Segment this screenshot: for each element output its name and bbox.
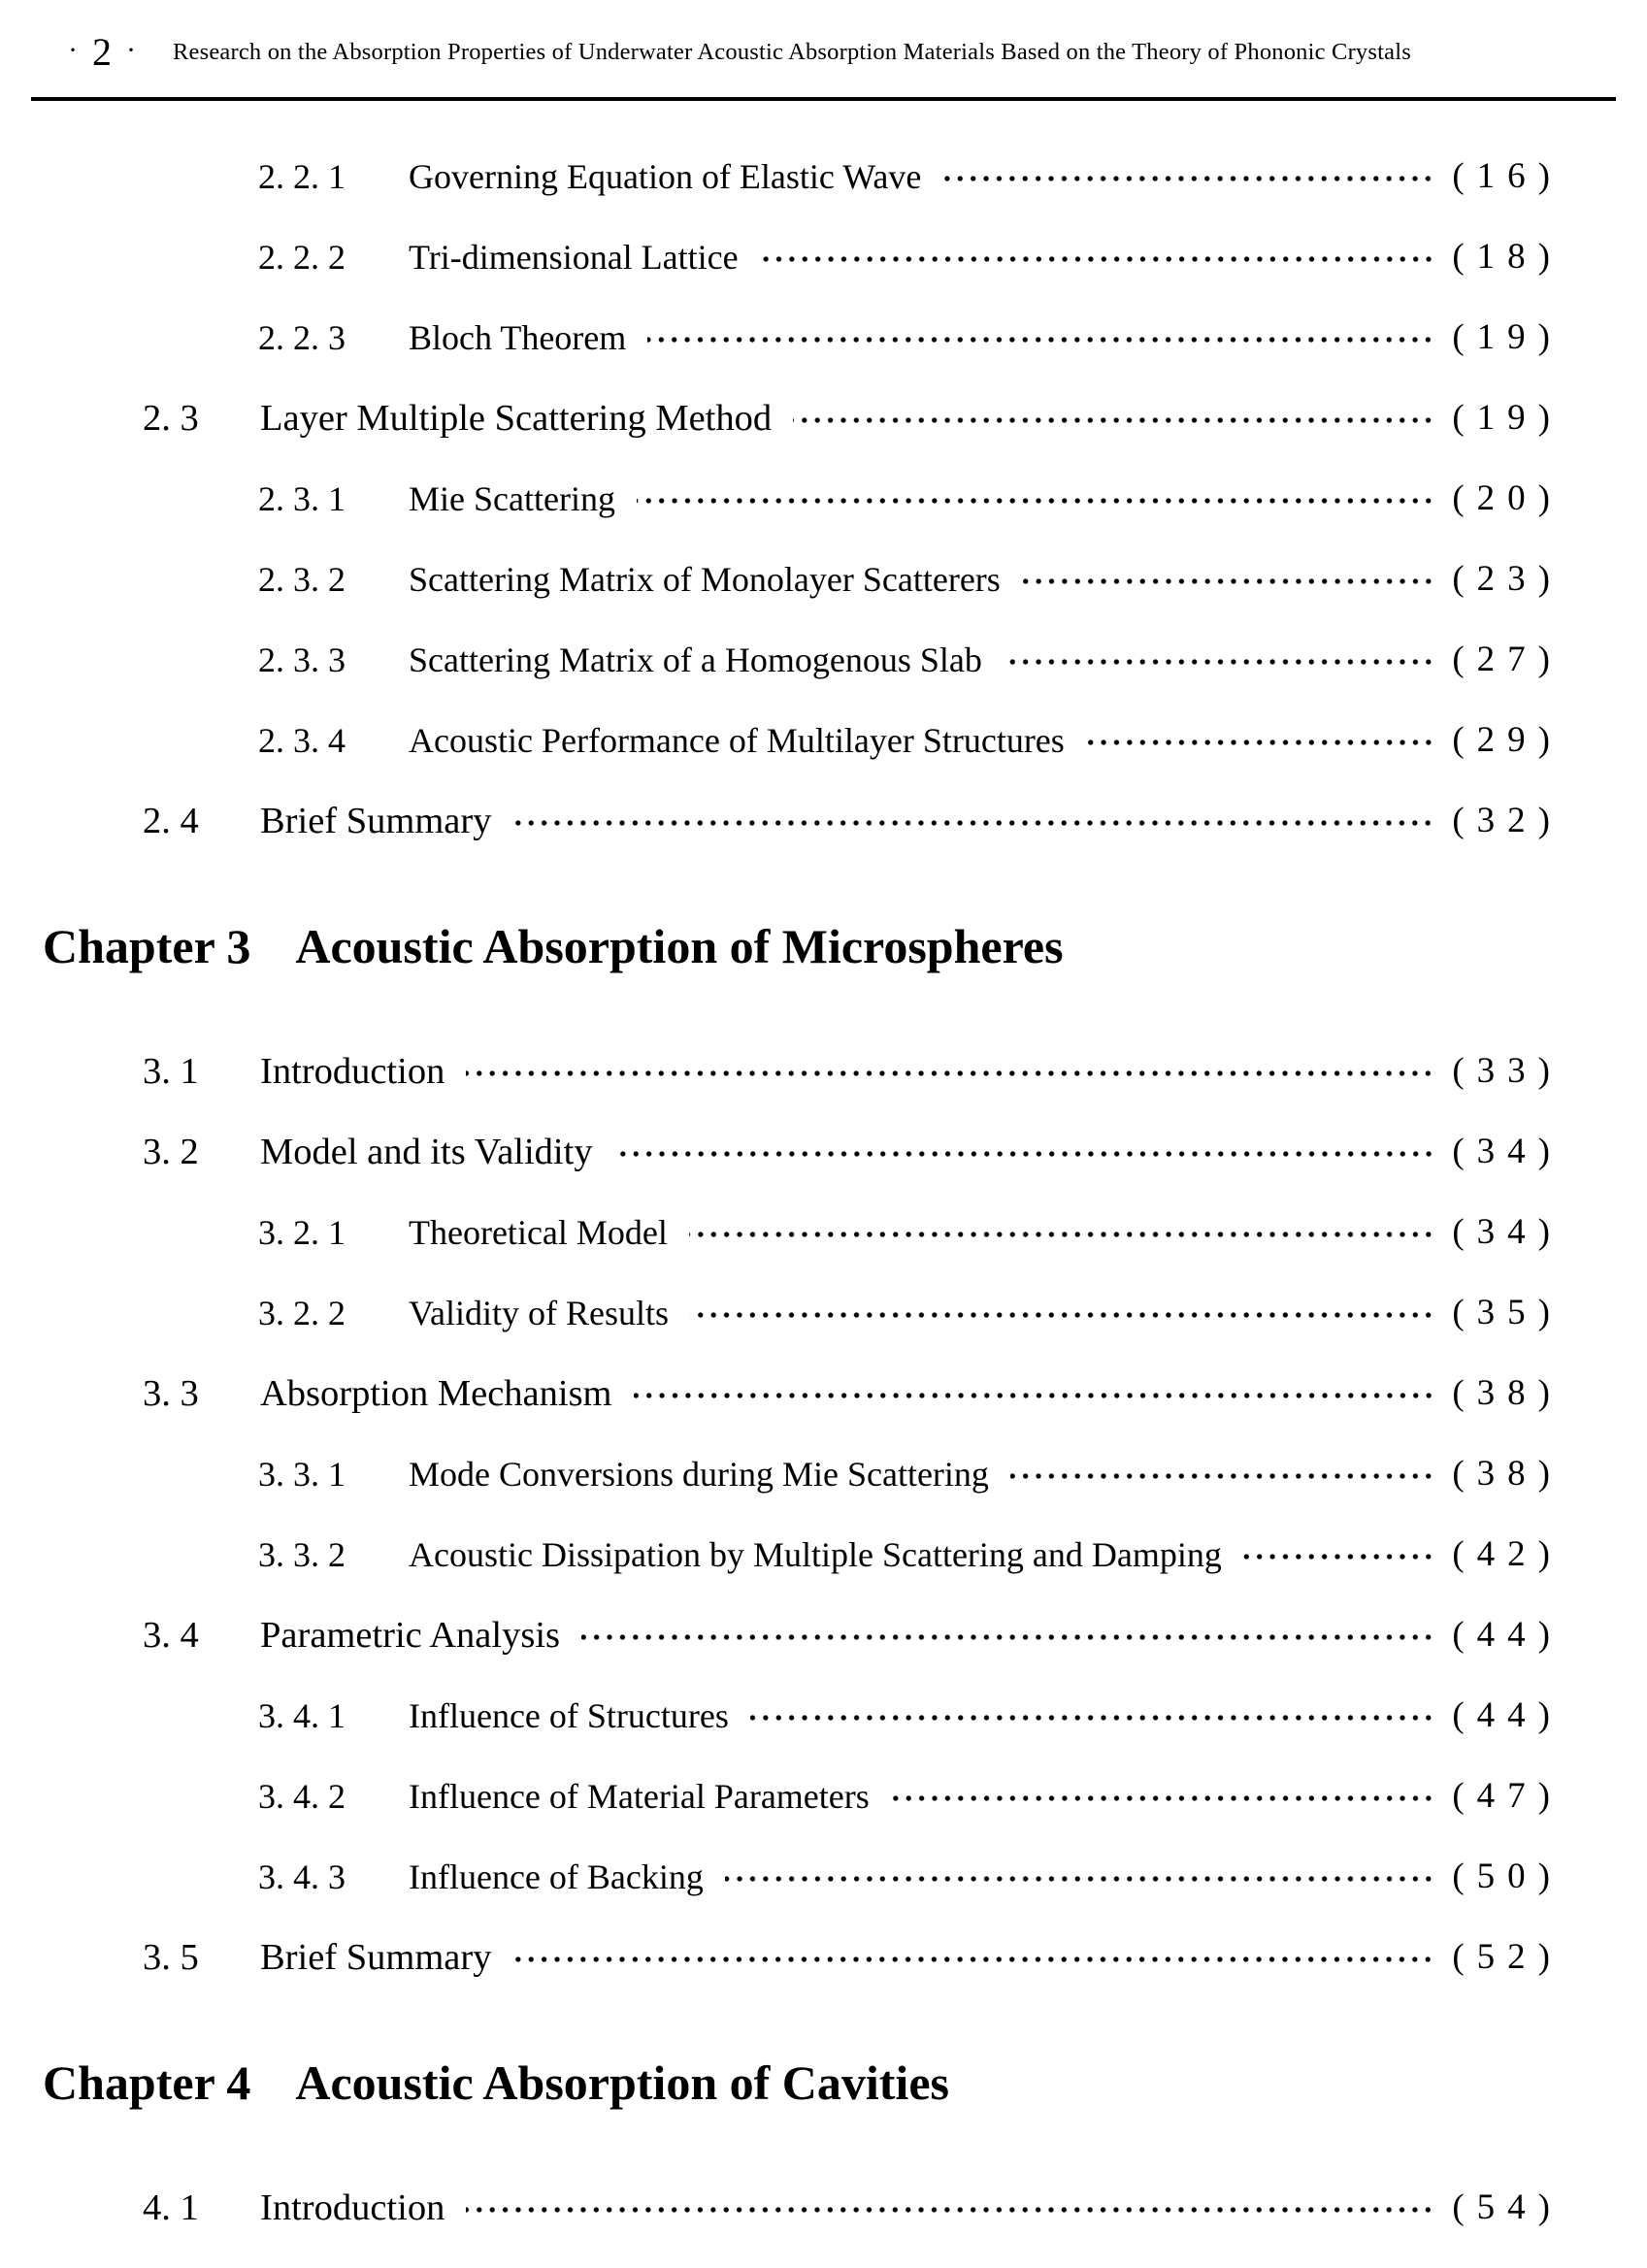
entry-title: Governing Equation of Elastic Wave <box>409 156 922 196</box>
toc-entry <box>0 136 1563 216</box>
entry-number: 2. 2. 2 <box>258 237 346 277</box>
entry-number: 2. 3. 1 <box>258 478 346 518</box>
toc-entry <box>0 1031 1563 1111</box>
entry-page-number: ( 19 ) <box>1452 316 1563 358</box>
entry-title: Brief Summary <box>260 800 492 841</box>
entry-page-number: ( 34 ) <box>1452 1131 1563 1172</box>
entry-page-number: ( 16 ) <box>1452 155 1563 197</box>
folio-right-dot: · <box>126 34 136 66</box>
toc-entry <box>0 780 1563 861</box>
entry-number: 3. 2 <box>143 1131 199 1172</box>
chapter-title: Acoustic Absorption of Microspheres <box>295 918 1064 973</box>
entry-number: 3. 3. 2 <box>258 1534 346 1574</box>
entry-title: Introduction <box>260 2186 445 2228</box>
entry-page-number: ( 35 ) <box>1452 1292 1563 1333</box>
toc-entry <box>0 1594 1563 1675</box>
entry-page-number: ( 33 ) <box>1452 1050 1563 1092</box>
entry-title: Mode Conversions during Mie Scattering <box>409 1454 989 1494</box>
dot-leader <box>1086 738 1435 747</box>
entry-number: 3. 4 <box>143 1614 199 1656</box>
entry-title: Scattering Matrix of Monolayer Scatterers <box>409 559 1001 599</box>
dot-leader <box>634 1391 1435 1400</box>
dot-leader <box>614 1149 1435 1159</box>
entry-page-number: ( 50 ) <box>1452 1856 1563 1897</box>
entry-number: 2. 3. 4 <box>258 720 346 760</box>
entry-title: Acoustic Dissipation by Multiple Scattering and Damping <box>409 1534 1222 1574</box>
entry-number: 3. 4. 2 <box>258 1776 346 1816</box>
dot-leader <box>637 496 1434 506</box>
entry-page-number: ( 34 ) <box>1452 1211 1563 1253</box>
toc-list <box>0 136 1647 2248</box>
entry-page-number: ( 18 ) <box>1452 236 1563 278</box>
toc-entry <box>0 1111 1563 1192</box>
entry-number: 2. 2. 1 <box>258 156 346 196</box>
entry-page-number: ( 54 ) <box>1452 2186 1563 2228</box>
entry-title: Brief Summary <box>260 1936 492 1978</box>
dot-leader <box>689 1230 1434 1239</box>
entry-title: Absorption Mechanism <box>260 1372 612 1414</box>
entry-page-number: ( 38 ) <box>1452 1453 1563 1495</box>
entry-page-number: ( 19 ) <box>1452 397 1563 439</box>
dot-leader <box>793 415 1434 425</box>
dot-leader <box>581 1632 1434 1642</box>
toc-entry <box>0 297 1563 378</box>
toc-entry <box>0 1756 1563 1836</box>
entry-title: Model and its Validity <box>260 1131 593 1172</box>
entry-page-number: ( 44 ) <box>1452 1614 1563 1656</box>
toc-entry <box>0 1433 1563 1514</box>
dot-leader <box>942 174 1434 183</box>
entry-page-number: ( 29 ) <box>1452 719 1563 761</box>
chapter-title: Acoustic Absorption of Cavities <box>295 2054 949 2110</box>
toc-entry <box>0 700 1563 780</box>
dot-leader <box>1010 1471 1434 1481</box>
dot-leader <box>725 1874 1434 1884</box>
entry-page-number: ( 44 ) <box>1452 1694 1563 1736</box>
entry-page-number: ( 23 ) <box>1452 558 1563 600</box>
dot-leader <box>760 254 1435 264</box>
toc-entry <box>0 1272 1563 1353</box>
entry-title: Influence of Structures <box>409 1695 729 1735</box>
entry-title: Introduction <box>260 1050 445 1092</box>
dot-leader <box>1243 1552 1434 1561</box>
entry-page-number: ( 52 ) <box>1452 1936 1563 1978</box>
entry-page-number: ( 32 ) <box>1452 800 1563 841</box>
entry-title: Layer Multiple Scattering Method <box>260 397 773 439</box>
dot-leader <box>891 1793 1435 1803</box>
dot-leader <box>1004 657 1434 667</box>
toc-entry <box>0 458 1563 539</box>
chapter-number: Chapter 4 <box>43 2054 251 2110</box>
toc-entry <box>0 1675 1563 1756</box>
dot-leader <box>690 1310 1434 1320</box>
dot-leader <box>750 1713 1434 1723</box>
toc-chapter-heading <box>0 2042 1563 2122</box>
entry-number: 3. 2. 1 <box>258 1212 346 1252</box>
entry-number: 2. 3. 3 <box>258 640 346 679</box>
entry-title: Tri-dimensional Lattice <box>409 237 739 277</box>
entry-number: 2. 2. 3 <box>258 317 346 357</box>
toc-entry <box>0 1192 1563 1272</box>
entry-page-number: ( 42 ) <box>1452 1533 1563 1575</box>
header-rule <box>31 97 1616 101</box>
toc-entry <box>0 1353 1563 1433</box>
entry-number: 2. 4 <box>143 800 199 841</box>
folio-left-dot: · <box>68 34 78 66</box>
running-title: Research on the Absorption Properties of Underwater Acoustic Absorption Materials Based on the Theory of Phononic Crystals <box>173 39 1411 65</box>
toc-chapter-heading <box>0 905 1563 986</box>
entry-title: Bloch Theorem <box>409 317 627 357</box>
entry-title: Theoretical Model <box>409 1212 668 1252</box>
toc-entry <box>0 619 1563 700</box>
toc-entry <box>0 2167 1563 2248</box>
entry-title: Mie Scattering <box>409 478 615 518</box>
page-number: 2 <box>92 30 112 74</box>
entry-title: Acoustic Performance of Multilayer Structures <box>409 720 1065 760</box>
entry-page-number: ( 20 ) <box>1452 477 1563 519</box>
entry-page-number: ( 47 ) <box>1452 1775 1563 1817</box>
entry-title: Influence of Material Parameters <box>409 1776 870 1816</box>
entry-number: 4. 1 <box>143 2186 199 2228</box>
entry-title: Influence of Backing <box>409 1857 704 1896</box>
dot-leader <box>1022 576 1435 586</box>
folio <box>68 30 136 74</box>
entry-page-number: ( 27 ) <box>1452 639 1563 680</box>
toc-entry <box>0 378 1563 458</box>
entry-number: 2. 3. 2 <box>258 559 346 599</box>
toc-entry <box>0 216 1563 297</box>
dot-leader <box>466 2205 1434 2215</box>
entry-number: 3. 3. 1 <box>258 1454 346 1494</box>
toc-entry <box>0 1514 1563 1594</box>
entry-title: Validity of Results <box>409 1293 669 1332</box>
entry-number: 2. 3 <box>143 397 199 439</box>
entry-number: 3. 4. 1 <box>258 1695 346 1735</box>
entry-number: 3. 1 <box>143 1050 199 1092</box>
entry-title: Scattering Matrix of a Homogenous Slab <box>409 640 982 679</box>
dot-leader <box>647 335 1434 345</box>
page-header <box>0 0 1647 72</box>
dot-leader <box>512 818 1434 828</box>
toc-entry <box>0 539 1563 619</box>
dot-leader <box>512 1955 1434 1964</box>
toc-entry <box>0 1836 1563 1917</box>
dot-leader <box>466 1068 1434 1078</box>
toc-entry <box>0 1917 1563 1997</box>
chapter-number: Chapter 3 <box>43 918 251 973</box>
entry-number: 3. 2. 2 <box>258 1293 346 1332</box>
entry-title: Parametric Analysis <box>260 1614 560 1656</box>
entry-number: 3. 5 <box>143 1936 199 1978</box>
entry-number: 3. 3 <box>143 1372 199 1414</box>
entry-number: 3. 4. 3 <box>258 1857 346 1896</box>
entry-page-number: ( 38 ) <box>1452 1372 1563 1414</box>
